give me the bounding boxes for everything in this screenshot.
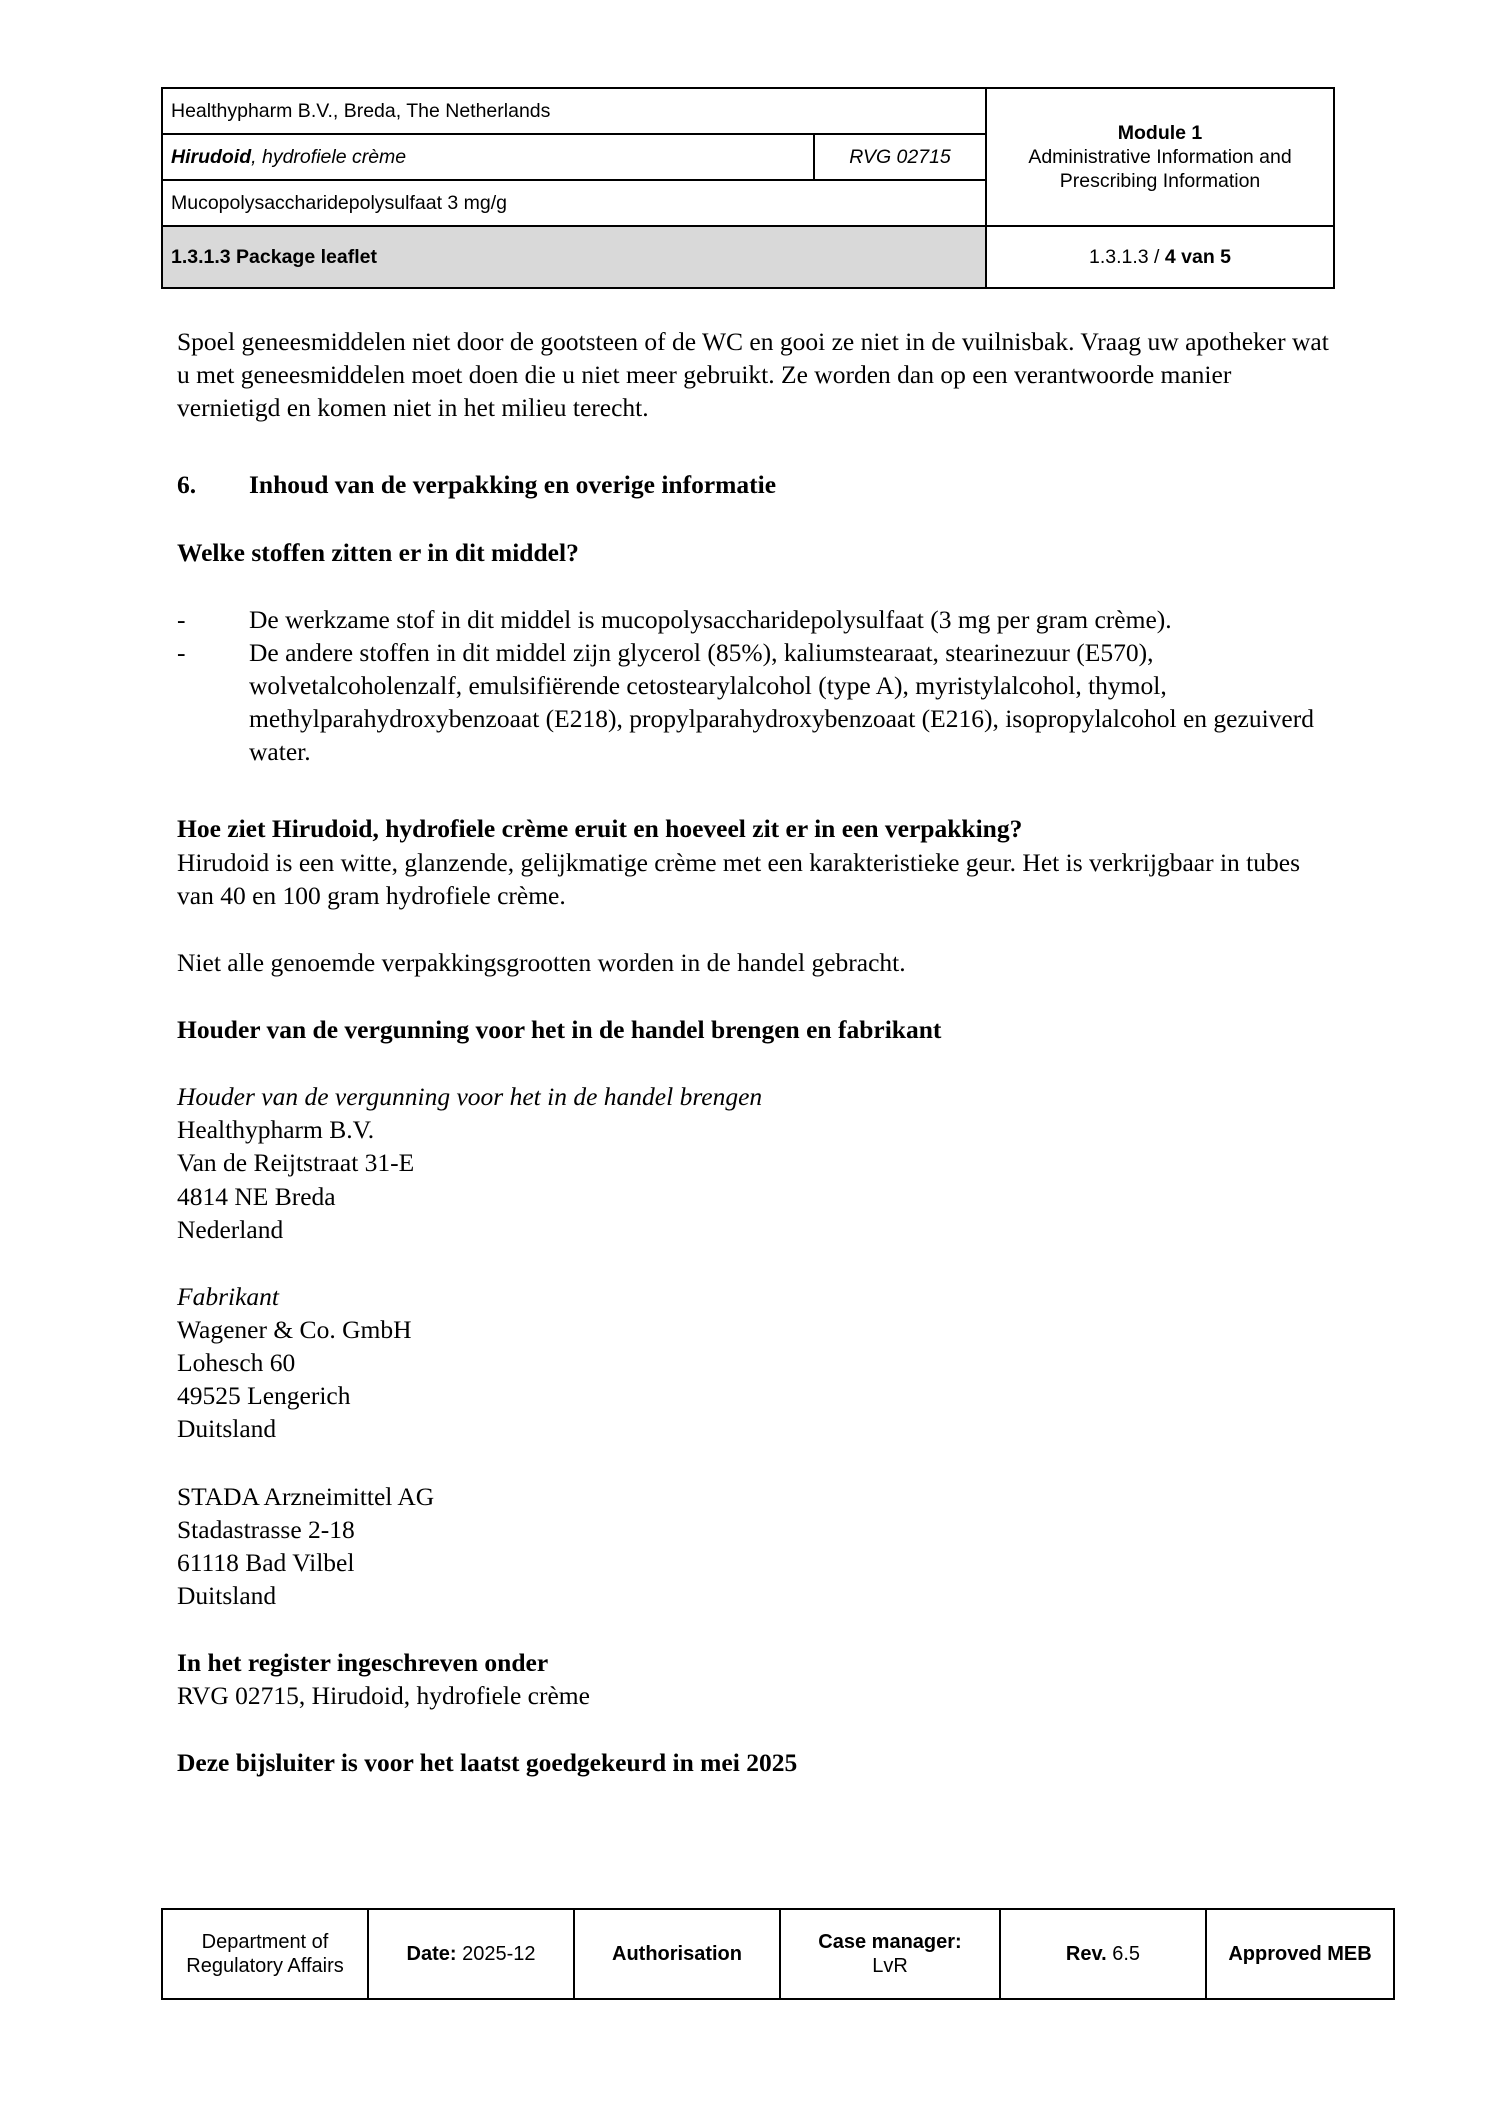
- holder-manufacturer-heading: Houder van de vergunning voor het in de handel brengen en fabrikant: [177, 1014, 942, 1044]
- substances-list: [177, 603, 1337, 769]
- address-line: 4814 NE Breda: [177, 1181, 336, 1211]
- address-line: Van de Reijtstraat 31-E: [177, 1148, 415, 1178]
- header-company-name: Healthypharm B.V., Breda, The Netherlands: [162, 88, 986, 134]
- footer-case-manager-cell: [780, 1909, 1000, 1999]
- address-line: 61118 Bad Vilbel: [177, 1547, 355, 1577]
- address-line: Healthypharm B.V.: [177, 1115, 375, 1145]
- spacer: [177, 1046, 1337, 1080]
- footer-revision-value: 6.5: [1112, 1942, 1141, 1965]
- document-header-table: [161, 87, 1335, 289]
- document-title: 1.3.1.3 Package leaflet: [162, 226, 986, 288]
- page-number-prefix: 1.3.1.3 /: [1089, 245, 1165, 268]
- address-line: STADA Arzneimittel AG: [177, 1481, 435, 1511]
- disposal-paragraph: Spoel geneesmiddelen niet door de gootsteen of de WC en gooi ze niet in de vuilnisbak. Vraag uw apotheker wat u met geneesmiddelen moet doen die u niet meer gebruikt. Ze worden dan op een verantwoorde manier vernietigd en komen niet in het milieu terecht.: [177, 327, 1329, 423]
- footer-date-value: 2025-12: [462, 1942, 536, 1965]
- address-line: Wagener & Co. GmbH: [177, 1314, 412, 1344]
- not-all-sizes-text: Niet alle genoemde verpakkingsgrootten worden in de handel gebracht.: [177, 947, 906, 977]
- substances-heading: Welke stoffen zitten er in dit middel?: [177, 537, 579, 567]
- list-dash-marker: -: [177, 637, 186, 667]
- manufacturer-2-address-block: [177, 1480, 1337, 1613]
- footer-revision-label: Rev.: [1065, 1942, 1107, 1965]
- spacer: [177, 1712, 1337, 1746]
- header-product-cell: [162, 134, 814, 180]
- list-item-text: De werkzame stof in dit middel is mucopolysaccharidepolysulfaat (3 mg per gram crème).: [249, 604, 1172, 634]
- header-row-company: [162, 88, 1334, 134]
- footer-date-cell: [368, 1909, 574, 1999]
- table-row: [162, 1909, 1394, 1999]
- spacer: [177, 1246, 1337, 1280]
- page-number-cell: [986, 226, 1334, 288]
- address-line: Lohesch 60: [177, 1348, 296, 1378]
- spacer: [177, 979, 1337, 1013]
- header-product-brand: Hirudoid: [171, 145, 252, 168]
- spacer: [177, 1446, 1337, 1480]
- footer-authorisation-cell: Authorisation: [574, 1909, 780, 1999]
- document-body: [177, 325, 1337, 1780]
- footer-revision-cell: [1000, 1909, 1206, 1999]
- header-module-cell: [986, 88, 1334, 226]
- address-line: Duitsland: [177, 1414, 277, 1444]
- section-6-heading: [177, 468, 1337, 501]
- holder-address-block: [177, 1113, 1337, 1246]
- header-row-title: [162, 226, 1334, 288]
- spacer: [177, 424, 1337, 468]
- document-footer-table: [161, 1908, 1395, 2000]
- header-rvg-number: RVG 02715: [814, 134, 986, 180]
- list-dash-marker: -: [177, 604, 186, 634]
- approval-date-line: Deze bijsluiter is voor het laatst goedgekeurd in mei 2025: [177, 1748, 798, 1778]
- header-module-title: Module 1: [1117, 121, 1203, 144]
- manufacturer-1-address-block: [177, 1313, 1337, 1446]
- register-value: RVG 02715, Hirudoid, hydrofiele crème: [177, 1681, 590, 1711]
- list-item: [177, 603, 1337, 636]
- section-6-number: 6.: [177, 470, 197, 500]
- appearance-heading: Hoe ziet Hirudoid, hydrofiele crème eruit en hoeveel zit er in een verpakking?: [177, 814, 1023, 844]
- spacer: [177, 912, 1337, 946]
- footer-date-label: Date:: [406, 1942, 457, 1965]
- register-heading: In het register ingeschreven onder: [177, 1648, 549, 1678]
- manufacturer-subheading: Fabrikant: [177, 1281, 279, 1311]
- list-item-text: De andere stoffen in dit middel zijn glycerol (85%), kaliumstearaat, stearinezuur (E570), wolvetalcoholenzalf, emulsifiërende cetostearylalcohol (type A), myristylalcohol, thymol, methylparahydroxybenzoaat (E218), propylparahydroxybenzoaat (E216), isopropylalcohol en gezuiverd water.: [249, 637, 1314, 767]
- address-line: 49525 Lengerich: [177, 1381, 351, 1411]
- spacer: [177, 502, 1337, 536]
- spacer: [177, 768, 1337, 812]
- header-active-substance: Mucopolysaccharidepolysulfaat 3 mg/g: [162, 180, 986, 226]
- list-item: [177, 636, 1337, 769]
- footer-department-line-1: Department of: [201, 1930, 329, 1953]
- holder-subheading: Houder van de vergunning voor het in de handel brengen: [177, 1082, 763, 1112]
- spacer: [177, 1612, 1337, 1646]
- section-6-title: Inhoud van de verpakking en overige informatie: [249, 470, 777, 500]
- footer-department-line-2: Regulatory Affairs: [186, 1955, 344, 1977]
- footer-approved-meb-cell: Approved MEB: [1206, 1909, 1394, 1999]
- header-module-line-2: Prescribing Information: [1059, 170, 1261, 193]
- footer-case-manager-label: Case manager:: [818, 1930, 962, 1953]
- address-line: Nederland: [177, 1214, 284, 1244]
- header-product-form: , hydrofiele crème: [251, 145, 407, 168]
- footer-case-manager-value: LvR: [872, 1955, 908, 1977]
- appearance-text: Hirudoid is een witte, glanzende, gelijkmatige crème met een karakteristieke geur. Het is verkrijgbaar in tubes van 40 en 100 gram hydrofiele crème.: [177, 847, 1301, 910]
- spacer: [177, 569, 1337, 603]
- header-module-line-1: Administrative Information and: [1028, 145, 1292, 168]
- page-number-value: 4 van 5: [1164, 245, 1232, 268]
- address-line: Duitsland: [177, 1580, 277, 1610]
- footer-department-cell: [162, 1909, 368, 1999]
- address-line: Stadastrasse 2-18: [177, 1514, 355, 1544]
